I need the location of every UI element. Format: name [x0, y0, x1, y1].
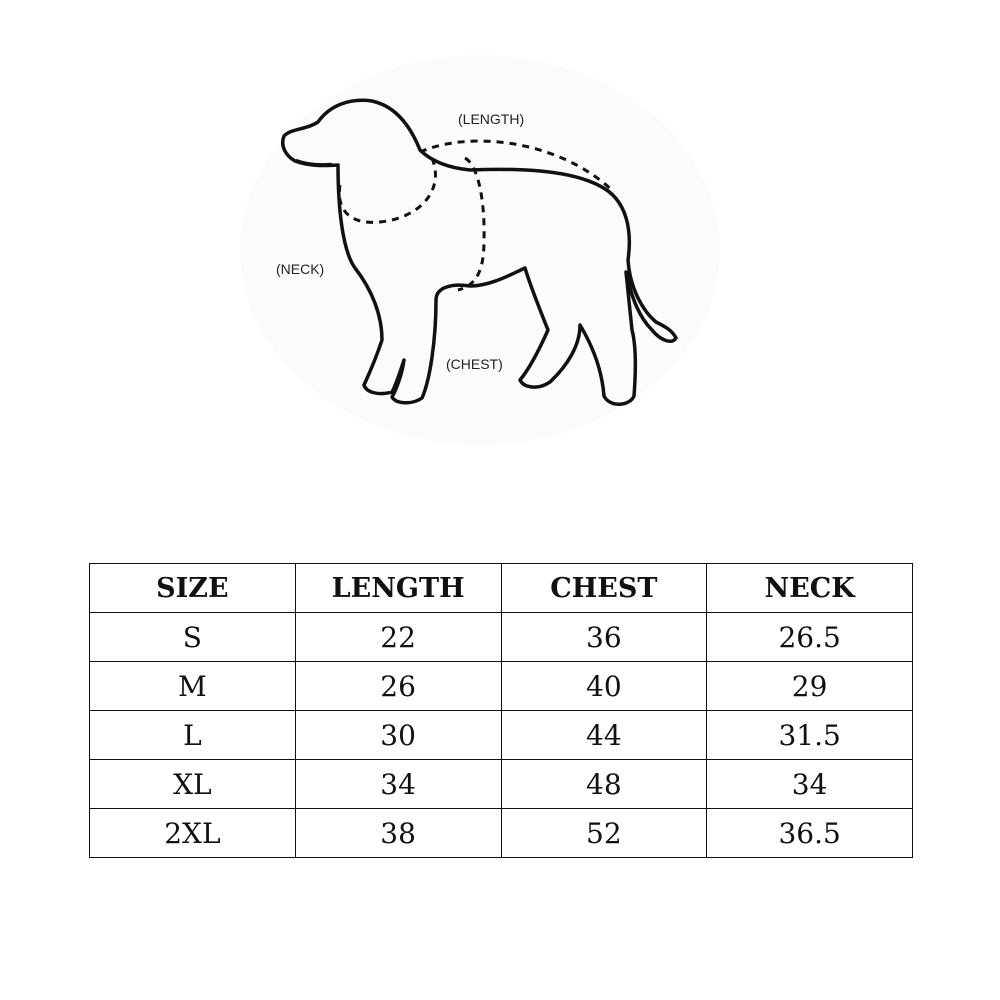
- cell-length: 34: [295, 760, 501, 809]
- cell-neck: 31.5: [707, 711, 913, 760]
- cell-chest: 48: [501, 760, 707, 809]
- dog-measurement-diagram: [0, 0, 1000, 480]
- cell-neck: 36.5: [707, 809, 913, 858]
- cell-size: 2XL: [90, 809, 296, 858]
- table-row: [90, 662, 913, 711]
- cell-length: 22: [295, 613, 501, 662]
- table-row: [90, 711, 913, 760]
- cell-neck: 29: [707, 662, 913, 711]
- cell-length: 30: [295, 711, 501, 760]
- neck-label: (NECK): [276, 261, 325, 277]
- cell-neck: 34: [707, 760, 913, 809]
- cell-chest: 40: [501, 662, 707, 711]
- length-label: (LENGTH): [458, 111, 525, 127]
- cell-length: 26: [295, 662, 501, 711]
- cell-size: L: [90, 711, 296, 760]
- table-row: [90, 760, 913, 809]
- header-chest: CHEST: [501, 564, 707, 613]
- cell-chest: 36: [501, 613, 707, 662]
- cell-chest: 44: [501, 711, 707, 760]
- cell-size: S: [90, 613, 296, 662]
- size-table: [89, 563, 913, 858]
- table-header-row: [90, 564, 913, 613]
- cell-size: M: [90, 662, 296, 711]
- table-row: [90, 613, 913, 662]
- cell-size: XL: [90, 760, 296, 809]
- header-length: LENGTH: [295, 564, 501, 613]
- header-size: SIZE: [90, 564, 296, 613]
- cell-chest: 52: [501, 809, 707, 858]
- cell-neck: 26.5: [707, 613, 913, 662]
- table-row: [90, 809, 913, 858]
- cell-length: 38: [295, 809, 501, 858]
- header-neck: NECK: [707, 564, 913, 613]
- chest-label: (CHEST): [446, 356, 503, 372]
